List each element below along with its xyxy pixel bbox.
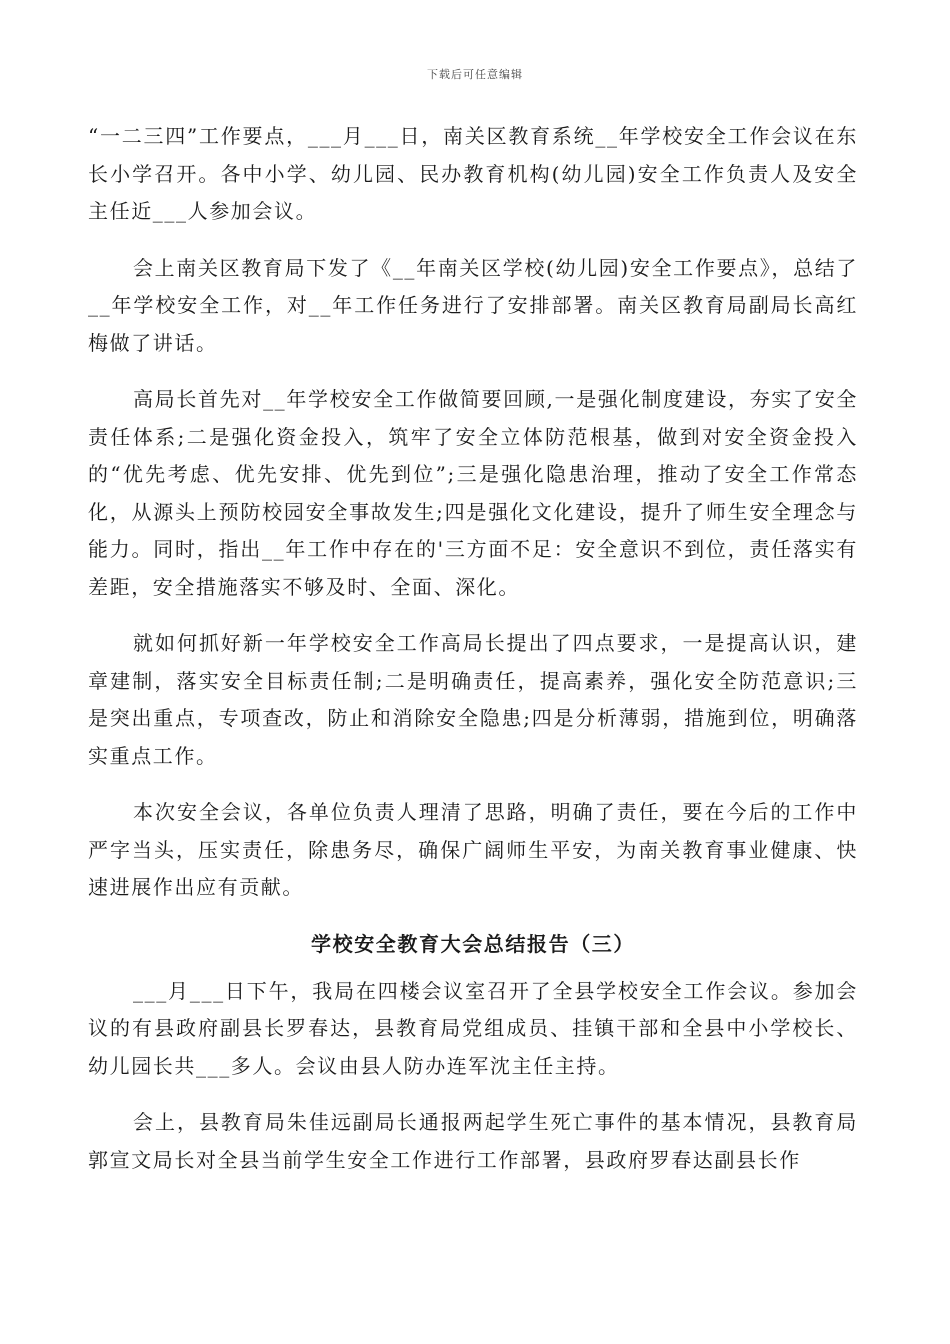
paragraph-2: 会上南关区教育局下发了《__年南关区学校(幼儿园)安全工作要点》，总结了__年学校安全工作，对__年工作任务进行了安排部署。南关区教育局副局长高红梅做了讲话。: [88, 255, 858, 355]
paragraph-3: 高局长首先对__年学校安全工作做简要回顾,一是强化制度建设，夯实了安全责任体系;二是强化资金投入，筑牢了安全立体防范根基，做到对安全资金投入的“优先考虑、优先安排、优先到位”;三是强化隐患治理，推动了安全工作常态化，从源头上预防校园安全事故发生;四是强化文化建设，提升了师生安全理念与能力。同时，指出__年工作中存在的'三方面不足：安全意识不到位，责任落实有差距，安全措施落实不够及时、全面、深化。: [88, 387, 858, 599]
paragraph-1: “一二三四”工作要点，___月___日，南关区教育系统__年学校安全工作会议在东长小学召开。各中小学、幼儿园、民办教育机构(幼儿园)安全工作负责人及安全主任近___人参加会议。: [88, 124, 858, 223]
paragraph-6: ___月___日下午，我局在四楼会议室召开了全县学校安全工作会议。参加会议的有县政府副县长罗春达，县教育局党组成员、挂镇干部和全县中小学校长、幼儿园长共___多人。会议由县人防办连军沈主任主持。: [88, 978, 858, 1078]
paragraph-4: 就如何抓好新一年学校安全工作高局长提出了四点要求，一是提高认识，建章建制，落实安全目标责任制;二是明确责任，提高素养，强化安全防范意识;三是突出重点，专项查改，防止和消除安全隐患;四是分析薄弱，措施到位，明确落实重点工作。: [88, 631, 858, 768]
document-body: [88, 118, 858, 1198]
page-header-note: 下载后可任意编辑: [427, 68, 523, 81]
section-title: 学校安全教育大会总结报告（三）: [311, 931, 635, 956]
paragraph-5: 本次安全会议，各单位负责人理清了思路，明确了责任，要在今后的工作中严字当头，压实责任，除患务尽，确保广阔师生平安，为南关教育事业健康、快速进展作出应有贡献。: [88, 800, 858, 899]
paragraph-7: 会上，县教育局朱佳远副局长通报两起学生死亡事件的基本情况，县教育局郭宣文局长对全县当前学生安全工作进行工作部署，县政府罗春达副县长作: [88, 1110, 858, 1172]
